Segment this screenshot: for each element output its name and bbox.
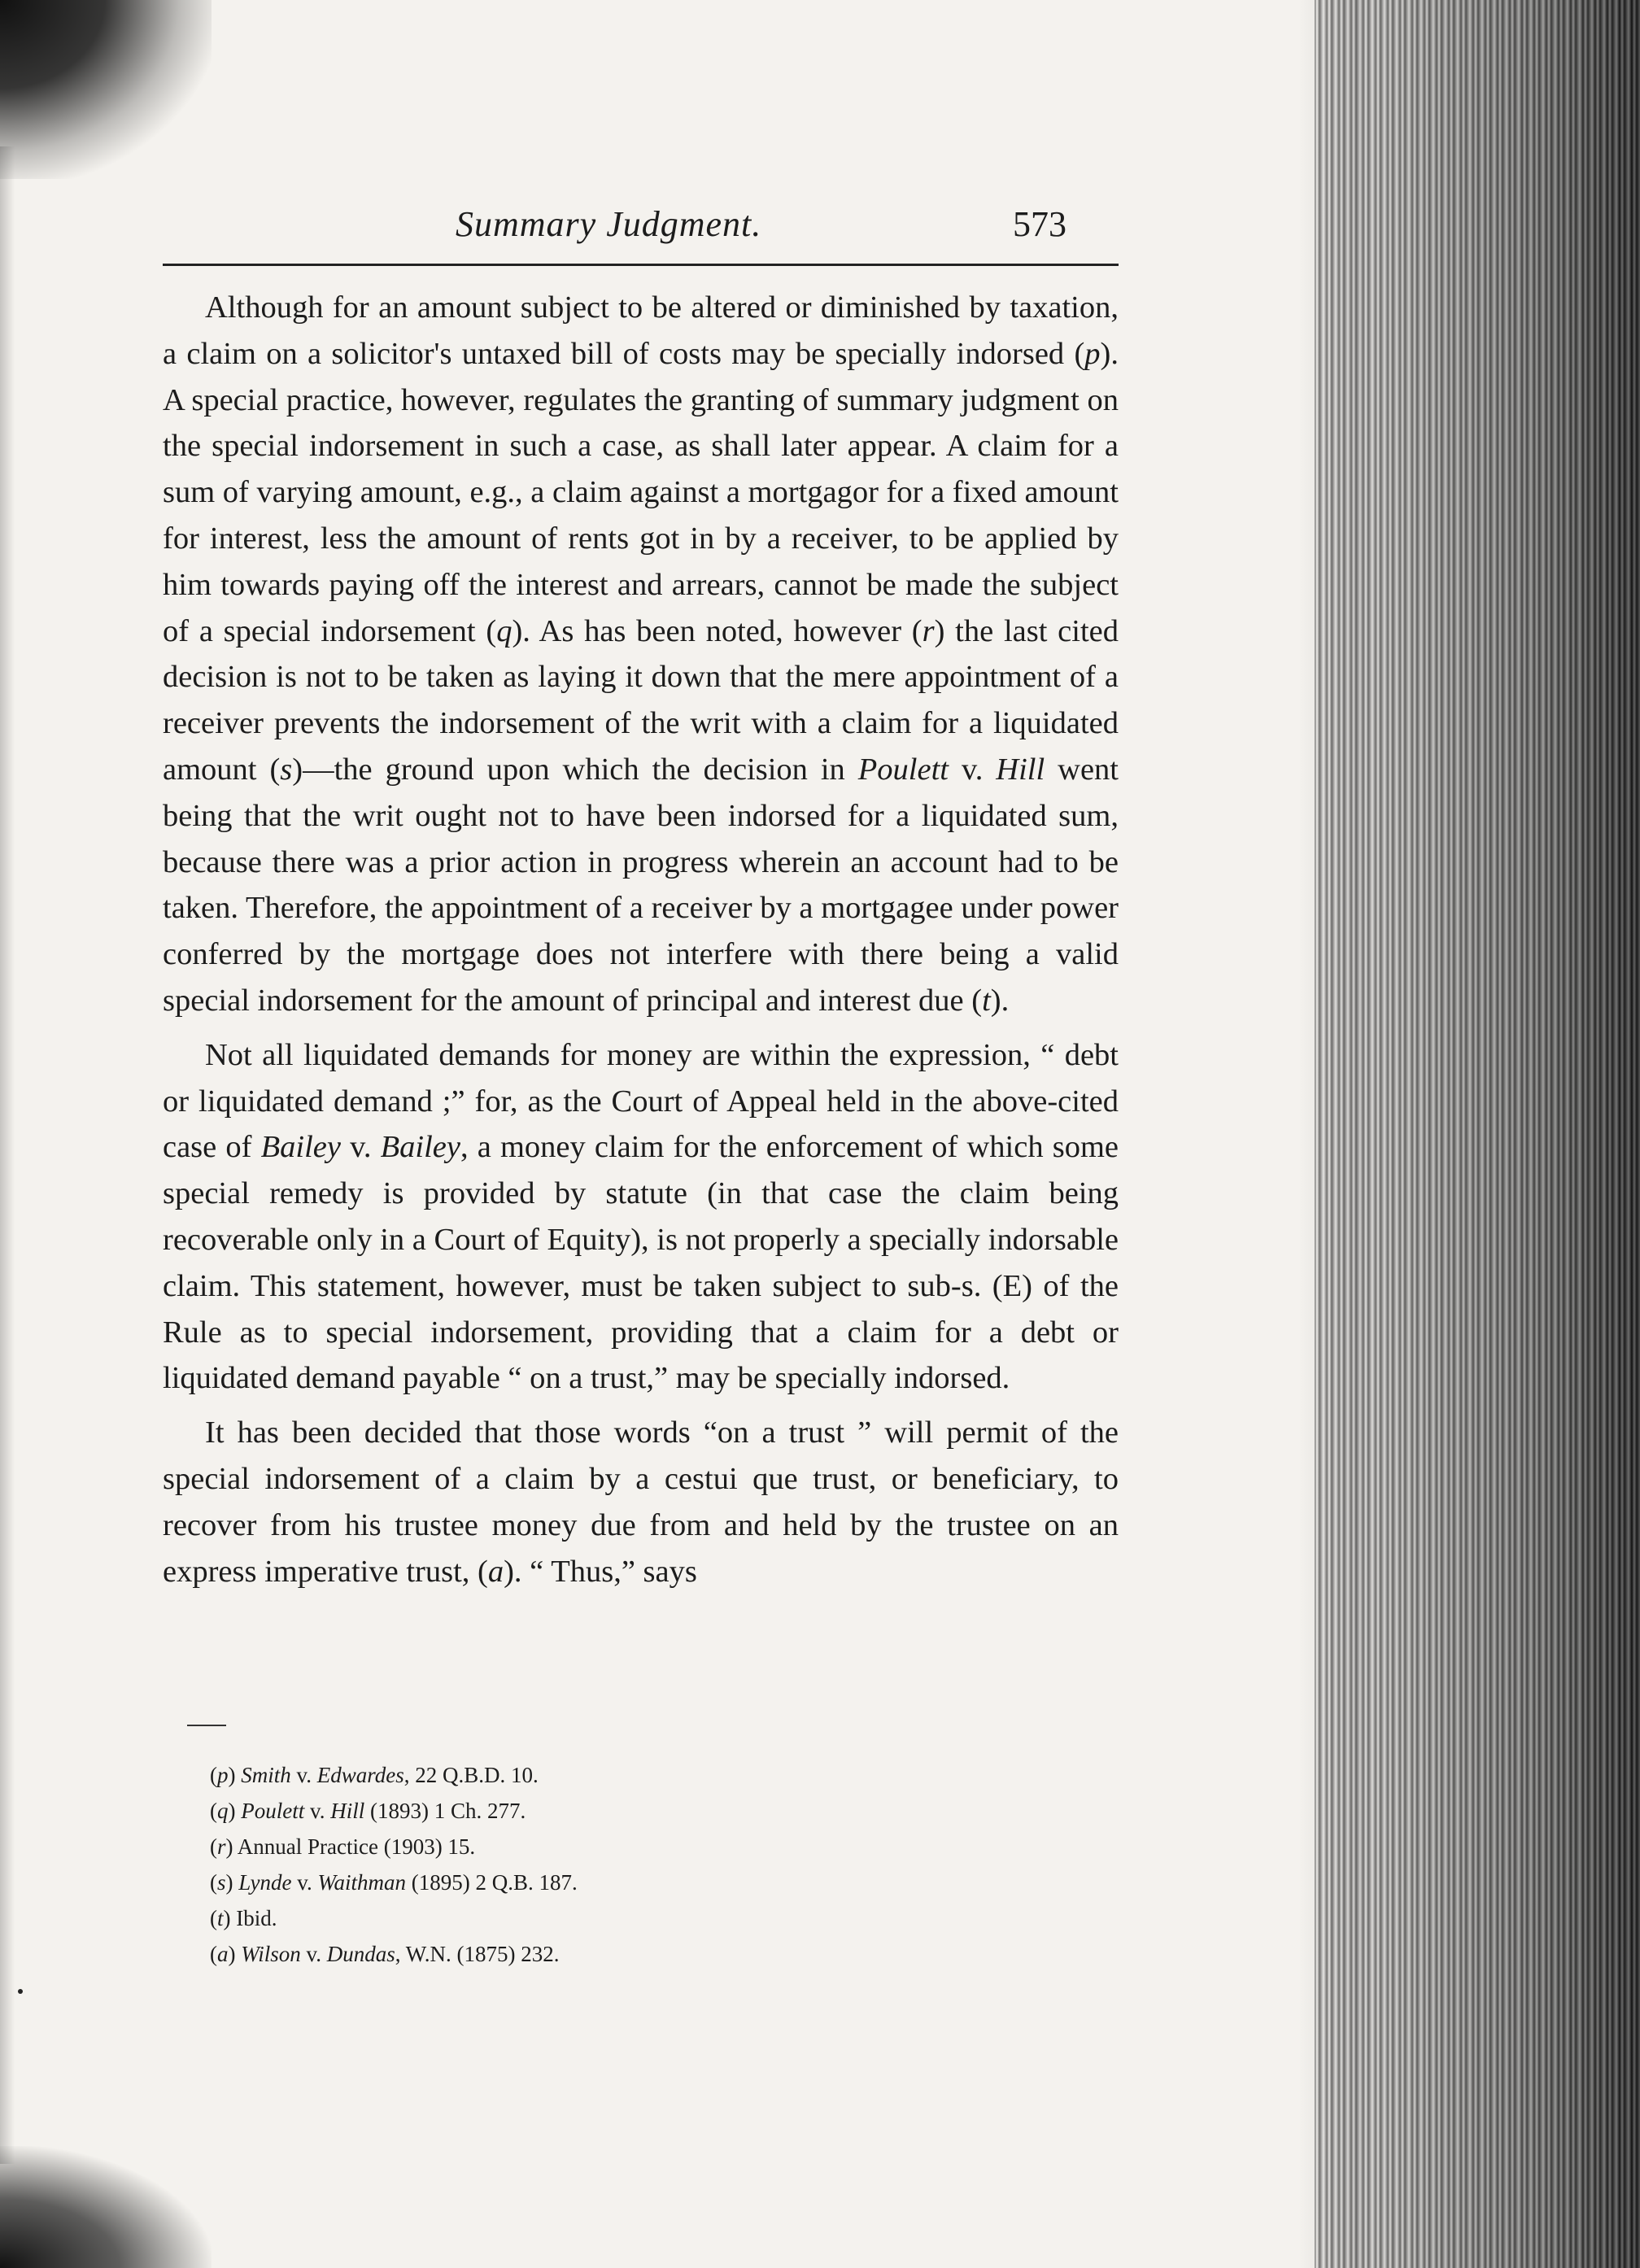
text-run: v. bbox=[290, 1763, 317, 1787]
footnote bbox=[210, 1865, 1023, 1900]
footnote bbox=[210, 1757, 1023, 1793]
text-run: ( bbox=[210, 1834, 217, 1859]
italic-text: Poulett bbox=[857, 752, 949, 787]
page-header bbox=[163, 195, 1119, 265]
text-run: ( bbox=[210, 1942, 217, 1966]
text-run: ). As has been noted, however ( bbox=[512, 613, 922, 648]
paragraph bbox=[163, 285, 1119, 1024]
footnote-separator bbox=[187, 1725, 226, 1726]
scan-page-edge-right bbox=[1315, 0, 1640, 2268]
text-run: v. bbox=[291, 1870, 318, 1895]
text-run: went being that the writ ought not to have been indorsed for a liquidated sum, because there was a prior action in progress wherein an account had to be taken. Therefore, the appointment of a receiver by a mortgagee under power conferred by the mortgage does not interfere with there being a valid special indorsement for the amount of principal and interest due ( bbox=[163, 752, 1119, 1018]
italic-text: Waithman bbox=[317, 1870, 406, 1895]
italic-text: Edwardes bbox=[316, 1763, 404, 1787]
footnote bbox=[210, 1900, 1023, 1936]
text-run: ). bbox=[990, 983, 1010, 1018]
text-run: ( bbox=[210, 1906, 217, 1930]
text-run: )—the ground upon which the decision in bbox=[292, 752, 858, 787]
italic-text: Bailey bbox=[260, 1130, 341, 1165]
italic-text: Hill bbox=[996, 752, 1045, 787]
italic-text: a bbox=[217, 1942, 229, 1966]
italic-text: Bailey bbox=[380, 1130, 460, 1165]
italic-text: s bbox=[217, 1870, 226, 1895]
text-run: Although for an amount subject to be altered or diminished by taxation, a claim on a solicitor's untaxed bill of costs may be specially indorsed ( bbox=[163, 290, 1119, 371]
text-run: It has been decided that those words “on a trust ” will permit of the special indorsement of a claim by a cestui que trust, or beneficiary, to recover from his trustee money due from and held by the trustee on an express imperative trust, ( bbox=[163, 1415, 1119, 1589]
text-run: ) the last cited decision is not to be taken as laying it down that the mere appointment of a receiver prevents the indorsement of the writ with a claim for a liquidated amount ( bbox=[163, 613, 1119, 787]
footnotes bbox=[210, 1757, 1023, 1972]
italic-text: s bbox=[280, 752, 293, 787]
page-number: 573 bbox=[1013, 204, 1066, 244]
text-run: ). “ Thus,” says bbox=[504, 1554, 697, 1589]
text-run: v. bbox=[948, 752, 997, 787]
scan-speck bbox=[18, 1989, 23, 1994]
paragraph bbox=[163, 1032, 1119, 1402]
text-run: , 22 Q.B.D. 10. bbox=[403, 1763, 539, 1787]
italic-text: t bbox=[982, 983, 991, 1018]
text-run: ( bbox=[210, 1870, 217, 1895]
italic-text: p bbox=[1084, 336, 1101, 371]
footnote bbox=[210, 1829, 1023, 1865]
italic-text: Dundas bbox=[326, 1942, 395, 1966]
header-rule bbox=[163, 264, 1119, 266]
italic-text: r bbox=[217, 1834, 226, 1859]
scan-shadow-left-edge bbox=[0, 146, 15, 2164]
italic-text: q bbox=[217, 1799, 229, 1823]
text-run: ) bbox=[228, 1799, 242, 1823]
text-run: ). A special practice, however, regulates the granting of summary judgment on the special indorsement in such a case, as shall later appear. A claim for a sum of varying amount, e.g., a claim against a mortgagor for a fixed amount for interest, less the amount of rents got in by a receiver, to be applied by him towards paying off the interest and arrears, cannot be made the subject of a special indorsement ( bbox=[163, 336, 1119, 648]
footnote bbox=[210, 1936, 1023, 1972]
text-run: ( bbox=[210, 1799, 217, 1823]
italic-text: Lynde bbox=[238, 1870, 292, 1895]
text-run: (1893) 1 Ch. 277. bbox=[364, 1799, 526, 1823]
text-run: , a money claim for the enforcement of which some special remedy is provided by statute (in that case the claim being recoverable only in a Court of Equity), is not properly a specially indorsable claim. This statement, however, must be taken subject to sub-s. (E) of the Rule as to special indorsement, providing that a claim for a debt or liquidated demand payable “ on a trust,” may be specially indorsed. bbox=[163, 1130, 1119, 1396]
italic-text: Smith bbox=[241, 1763, 291, 1787]
text-run: v. bbox=[300, 1942, 327, 1966]
text-run: ) bbox=[228, 1763, 242, 1787]
italic-text: a bbox=[487, 1554, 504, 1589]
text-run: v. bbox=[340, 1130, 381, 1165]
italic-text: q bbox=[496, 613, 512, 648]
body-text bbox=[163, 285, 1119, 1594]
italic-text: p bbox=[217, 1763, 229, 1787]
italic-text: Hill bbox=[330, 1799, 365, 1823]
text-run: ) Annual Practice (1903) 15. bbox=[225, 1834, 476, 1859]
text-run: ( bbox=[210, 1763, 217, 1787]
text-run: Not all liquidated demands for money are within the expression, “ debt or liquidated demand ;” for, as the Court of Appeal held in the above-cited case of bbox=[163, 1037, 1119, 1165]
italic-text: Wilson bbox=[241, 1942, 301, 1966]
text-run: ) Ibid. bbox=[223, 1906, 277, 1930]
italic-text: t bbox=[217, 1906, 224, 1930]
paragraph bbox=[163, 1410, 1119, 1594]
footnote bbox=[210, 1793, 1023, 1829]
text-run: ) bbox=[225, 1870, 239, 1895]
text-run: ) bbox=[228, 1942, 242, 1966]
text-run: (1895) 2 Q.B. 187. bbox=[405, 1870, 578, 1895]
italic-text: Poulett bbox=[241, 1799, 305, 1823]
running-title: Summary Judgment. bbox=[456, 204, 762, 244]
italic-text: r bbox=[922, 613, 935, 648]
text-run: v. bbox=[304, 1799, 331, 1823]
text-run: , W.N. (1875) 232. bbox=[395, 1942, 560, 1966]
book-page bbox=[163, 0, 1123, 2268]
